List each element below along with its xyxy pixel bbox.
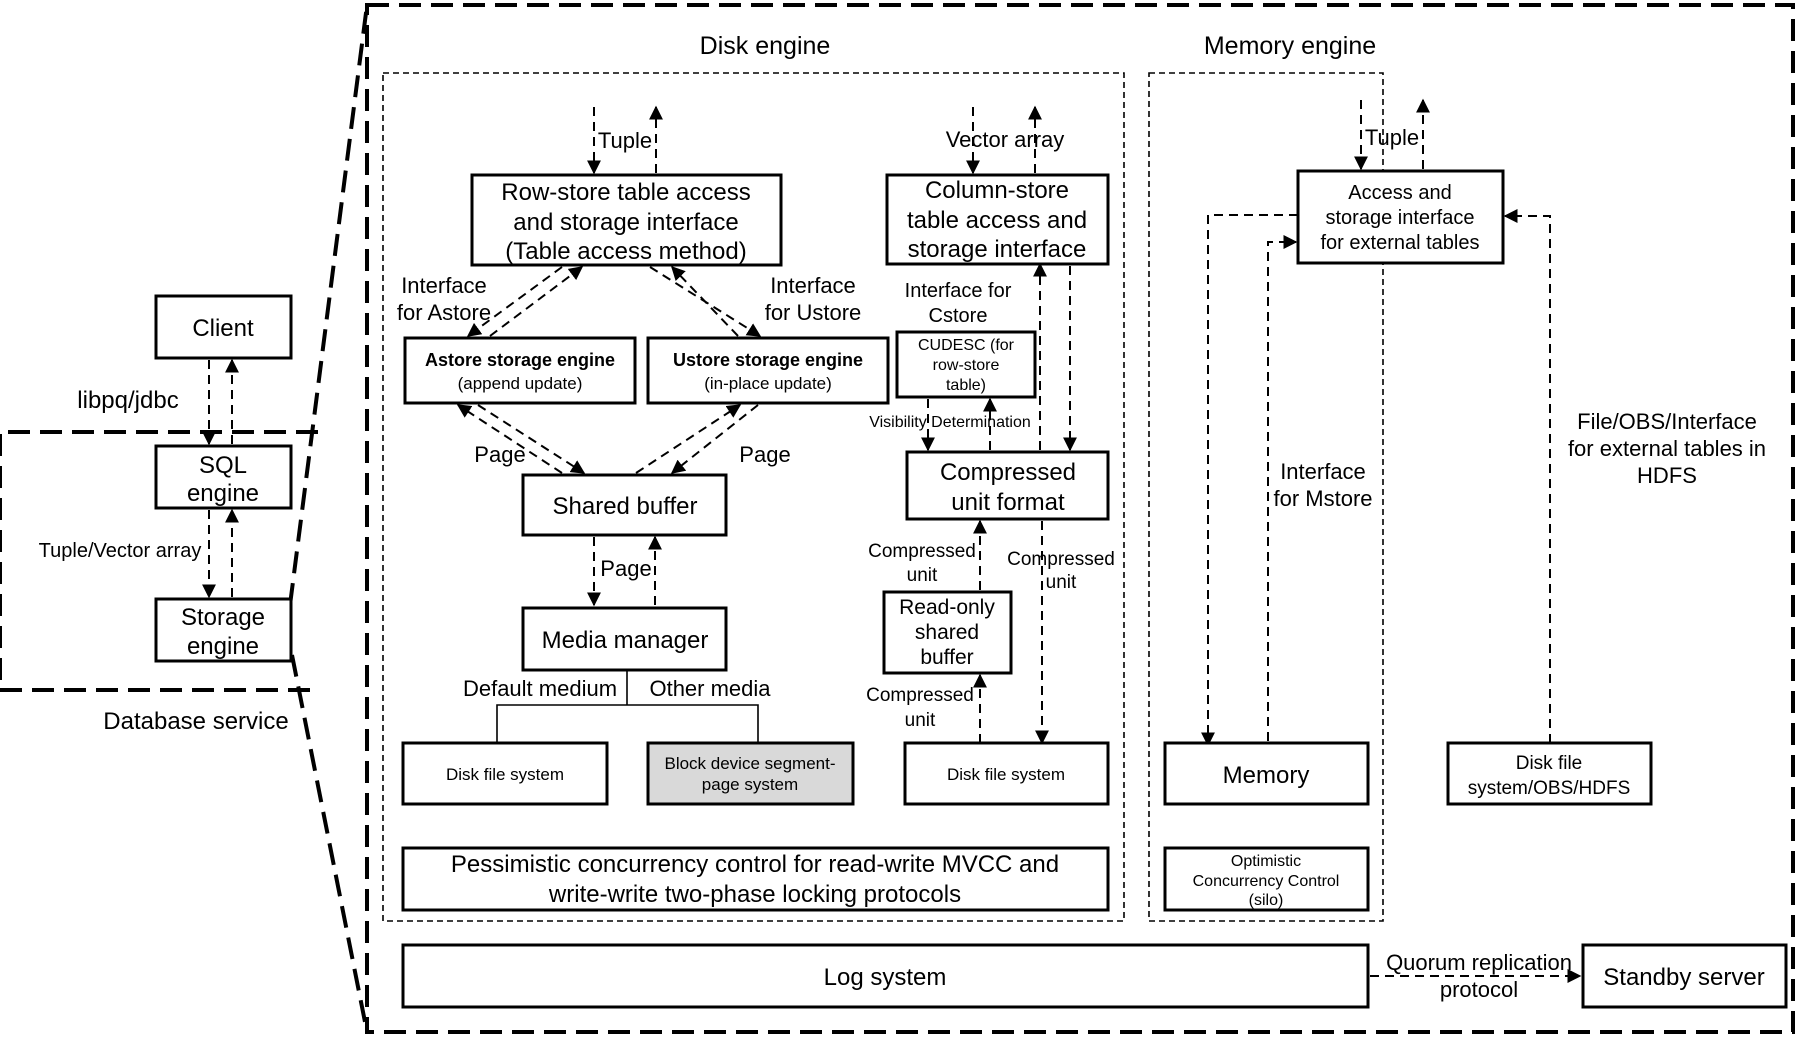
compressed-unit-low-1: Compressed — [866, 685, 974, 706]
page-down-label: Page — [600, 556, 652, 581]
page-right-label: Page — [739, 442, 791, 467]
iface-mstore-line-2: for Mstore — [1273, 486, 1373, 511]
memory-tuple-label: Tuple — [1364, 125, 1420, 150]
iface-cstore-line-2: Cstore — [928, 305, 988, 327]
zoom-line-bottom — [292, 655, 367, 1032]
optimistic-line-2: Concurrency Control — [1192, 873, 1340, 890]
quorum-line-2: protocol — [1439, 977, 1519, 1002]
row-store-line-2: and storage interface — [513, 209, 739, 236]
astore-engine-box — [405, 338, 635, 403]
pessimistic-line-1: Pessimistic concurrency control for read-write MVCC and — [450, 851, 1060, 878]
astore-to-rowstore-arrow — [490, 267, 582, 336]
standby-label: Standby server — [1603, 964, 1765, 991]
readonly-line-1: Read-only — [899, 596, 995, 619]
memory-label: Memory — [1222, 762, 1310, 789]
column-store-line-2: table access and — [906, 207, 1088, 234]
database-service-label: Database service — [103, 708, 289, 735]
iface-mstore-line-1: Interface — [1280, 459, 1366, 484]
row-store-line-1: Row-store table access — [501, 179, 751, 206]
column-store-line-3: storage interface — [907, 236, 1087, 263]
optimistic-line-1: Optimistic — [1230, 853, 1302, 870]
compressed-unit-low-2: unit — [904, 710, 936, 731]
vector-array-label: Vector array — [945, 127, 1065, 152]
sql-engine-line-1: SQL — [198, 452, 248, 479]
access-external-line-3: for external tables — [1320, 232, 1480, 254]
disk-fs-2-label: Disk file system — [946, 765, 1066, 784]
libpq-label: libpq/jdbc — [77, 387, 179, 414]
tuple-vector-label: Tuple/Vector array — [38, 540, 202, 562]
block-device-line-1: Block device segment- — [664, 754, 836, 773]
hdfs-to-access-arrow — [1505, 216, 1550, 743]
ustore-engine-box — [648, 338, 888, 403]
zoom-line-top — [290, 5, 367, 605]
storage-engine-line-2: engine — [186, 633, 260, 660]
log-system-label: Log system — [823, 964, 947, 991]
quorum-line-1: Quorum replication — [1386, 950, 1572, 975]
disk-obs-line-2: system/OBS/HDFS — [1467, 778, 1631, 799]
block-device-box — [648, 743, 853, 804]
other-media-label: Other media — [649, 676, 771, 701]
iface-ustore-line-2: for Ustore — [764, 300, 862, 325]
readonly-line-2: shared — [914, 621, 980, 644]
disk-obs-line-1: Disk file — [1515, 753, 1583, 774]
file-obs-line-1: File/OBS/Interface — [1577, 409, 1757, 434]
ustore-line-1: Ustore storage engine — [672, 350, 864, 370]
disk-tuple-label: Tuple — [597, 128, 653, 153]
cudesc-line-2: row-store — [932, 357, 1000, 374]
ustore-to-rowstore-arrow — [672, 267, 738, 336]
compressed-unit-right-1: Compressed — [1007, 549, 1115, 570]
media-tree-line — [497, 705, 758, 742]
visibility-label: Visibility Determination — [869, 414, 1031, 431]
media-manager-label: Media manager — [541, 627, 709, 654]
readonly-line-3: buffer — [920, 646, 974, 669]
iface-ustore-line-1: Interface — [770, 273, 856, 298]
astore-line-2: (append update) — [457, 374, 583, 393]
compressed-unit-right-2: unit — [1045, 572, 1077, 593]
compressed-unit-left-2: unit — [906, 565, 938, 586]
compressed-format-line-1: Compressed — [939, 459, 1077, 486]
optimistic-line-3: (silo) — [1248, 892, 1284, 909]
client-label: Client — [192, 315, 254, 342]
row-store-line-3: (Table access method) — [505, 238, 747, 265]
default-medium-label: Default medium — [462, 676, 618, 701]
cudesc-line-1: CUDESC (for — [917, 337, 1015, 354]
buffer-to-ustore-arrow — [636, 405, 740, 473]
sql-engine-line-2: engine — [186, 480, 260, 507]
file-obs-line-2: for external tables in — [1567, 436, 1767, 461]
ustore-line-2: (in-place update) — [704, 374, 832, 393]
memory-engine-title: Memory engine — [1203, 32, 1377, 60]
access-external-line-1: Access and — [1348, 182, 1452, 204]
file-obs-line-3: HDFS — [1637, 463, 1697, 488]
compressed-unit-left-1: Compressed — [868, 541, 976, 562]
compressed-format-line-2: unit format — [951, 489, 1065, 516]
disk-engine-title: Disk engine — [699, 32, 831, 60]
shared-buffer-label: Shared buffer — [552, 493, 698, 520]
iface-cstore-line-1: Interface for — [904, 280, 1012, 302]
iface-astore-line-1: Interface — [401, 273, 487, 298]
storage-engine-line-1: Storage — [180, 604, 266, 631]
astore-line-1: Astore storage engine — [424, 350, 616, 370]
column-store-line-1: Column-store — [924, 177, 1070, 204]
page-left-label: Page — [474, 442, 526, 467]
cudesc-line-3: table) — [945, 377, 987, 394]
access-external-line-2: storage interface — [1325, 207, 1475, 229]
iface-astore-line-2: for Astore — [396, 300, 492, 325]
block-device-line-2: page system — [701, 775, 799, 794]
disk-fs-1-label: Disk file system — [445, 765, 565, 784]
pessimistic-line-2: write-write two-phase locking protocols — [548, 881, 962, 908]
